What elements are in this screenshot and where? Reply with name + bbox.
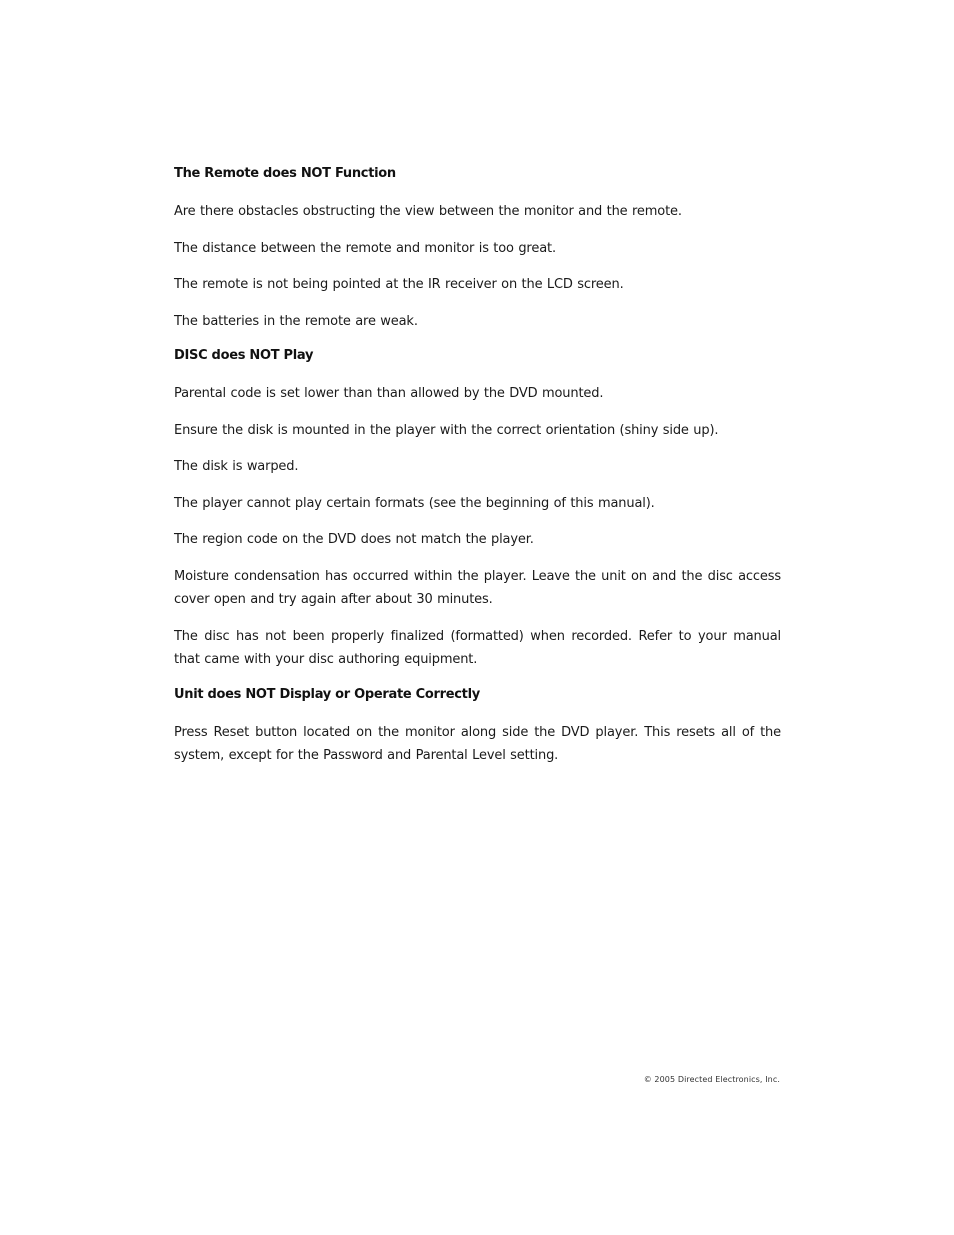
section-heading: DISC does NOT Play xyxy=(174,348,314,363)
copyright-footer: © 2005 Directed Electronics, Inc. xyxy=(643,1075,780,1084)
paragraph: The distance between the remote and monitor is too great. xyxy=(174,240,556,256)
paragraph: Press Reset button located on the monitor along side the DVD player. This resets all of the system, except for the Password and Parental Level setting. xyxy=(174,724,781,763)
paragraph: Moisture condensation has occurred within the player. Leave the unit on and the disc access cover open and try again after about 30 minutes. xyxy=(174,568,781,607)
paragraph: Are there obstacles obstructing the view between the monitor and the remote. xyxy=(174,204,682,219)
paragraph: The disk is warped. xyxy=(174,459,299,474)
section-unit xyxy=(174,685,781,768)
paragraph: The remote is not being pointed at the IR receiver on the LCD screen. xyxy=(174,277,624,292)
section-heading: Unit does NOT Display or Operate Correctly xyxy=(174,686,480,702)
paragraph: Parental code is set lower than than allowed by the DVD mounted. xyxy=(174,386,604,401)
paragraph: The batteries in the remote are weak. xyxy=(174,313,418,329)
section-remote xyxy=(174,164,781,333)
document-body xyxy=(174,164,781,781)
paragraph: The player cannot play certain formats (see the beginning of this manual). xyxy=(174,495,655,511)
section-disc xyxy=(174,346,781,672)
section-heading: The Remote does NOT Function xyxy=(174,166,396,181)
paragraph: The disc has not been properly finalized (formatted) when recorded. Refer to your manual that came with your disc authoring equipment. xyxy=(174,628,781,667)
paragraph: Ensure the disk is mounted in the player with the correct orientation (shiny side up). xyxy=(174,422,719,438)
paragraph: The region code on the DVD does not match the player. xyxy=(174,532,534,547)
